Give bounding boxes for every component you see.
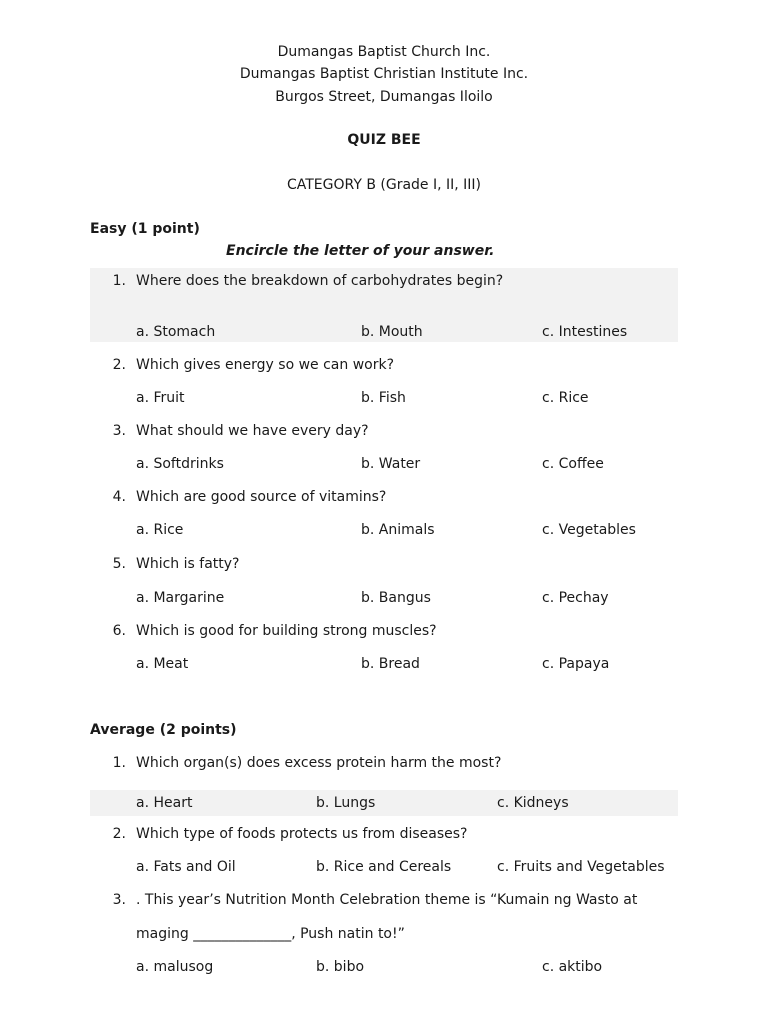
option-b: b. Animals: [361, 522, 435, 538]
option-a: a. Rice: [136, 522, 184, 538]
option-c: c. Coffee: [542, 456, 604, 472]
option-c: c. Intestines: [542, 324, 628, 340]
option-a: a. Fruit: [136, 390, 185, 406]
question-number: 6.: [112, 623, 126, 639]
question-number: 1.: [112, 755, 126, 771]
question-number: 3.: [112, 892, 126, 908]
option-b: b. Bread: [361, 656, 420, 672]
option-c: c. Papaya: [542, 656, 610, 672]
question-text: Which is fatty?: [136, 556, 240, 572]
question-number: 3.: [112, 423, 126, 439]
instruction: Encircle the letter of your answer.: [226, 243, 495, 259]
question-number: 2.: [112, 357, 126, 373]
question-text: Which type of foods protects us from diseases?: [136, 826, 468, 842]
question-text: What should we have every day?: [136, 423, 369, 439]
option-b: b. Rice and Cereals: [316, 859, 452, 875]
average-heading: Average (2 points): [90, 722, 237, 738]
option-c: c. Vegetables: [542, 522, 636, 538]
option-c: c. Kidneys: [497, 795, 569, 811]
question-text: Which organ(s) does excess protein harm the most?: [136, 755, 502, 771]
option-a: a. malusog: [136, 959, 214, 975]
question-text: Which are good source of vitamins?: [136, 489, 387, 505]
option-b: b. Bangus: [361, 590, 431, 606]
option-b: b. Water: [361, 456, 421, 472]
church-name: Dumangas Baptist Church Inc.: [277, 44, 491, 60]
question-number: 1.: [112, 273, 126, 289]
option-c: c. Pechay: [542, 590, 609, 606]
option-a: a. Stomach: [136, 324, 216, 340]
question-number: 5.: [112, 556, 126, 572]
option-a: a. Heart: [136, 795, 193, 811]
easy-heading: Easy (1 point): [90, 221, 200, 237]
option-b: b. Mouth: [361, 324, 423, 340]
question-number: 2.: [112, 826, 126, 842]
quiz-title: QUIZ BEE: [347, 132, 421, 148]
address: Burgos Street, Dumangas Iloilo: [275, 89, 493, 105]
option-c: c. Rice: [542, 390, 589, 406]
question-number: 4.: [112, 489, 126, 505]
option-c: c. Fruits and Vegetables: [497, 859, 665, 875]
question-text: Where does the breakdown of carbohydrates begin?: [136, 273, 504, 289]
option-c: c. aktibo: [542, 959, 603, 975]
institute-name: Dumangas Baptist Christian Institute Inc.: [239, 66, 529, 82]
option-b: b. Fish: [361, 390, 406, 406]
question-text: Which gives energy so we can work?: [136, 357, 395, 373]
question-text: Which is good for building strong muscles?: [136, 623, 437, 639]
question-text: . This year’s Nutrition Month Celebration theme is “Kumain ng Wasto at: [136, 892, 638, 908]
option-a: a. Softdrinks: [136, 456, 224, 472]
option-a: a. Margarine: [136, 590, 225, 606]
option-a: a. Meat: [136, 656, 189, 672]
question-text-continued: maging ______________, Push natin to!”: [136, 926, 405, 942]
category-label: CATEGORY B (Grade I, II, III): [286, 177, 482, 193]
option-a: a. Fats and Oil: [136, 859, 236, 875]
option-b: b. bibo: [316, 959, 365, 975]
option-b: b. Lungs: [316, 795, 376, 811]
